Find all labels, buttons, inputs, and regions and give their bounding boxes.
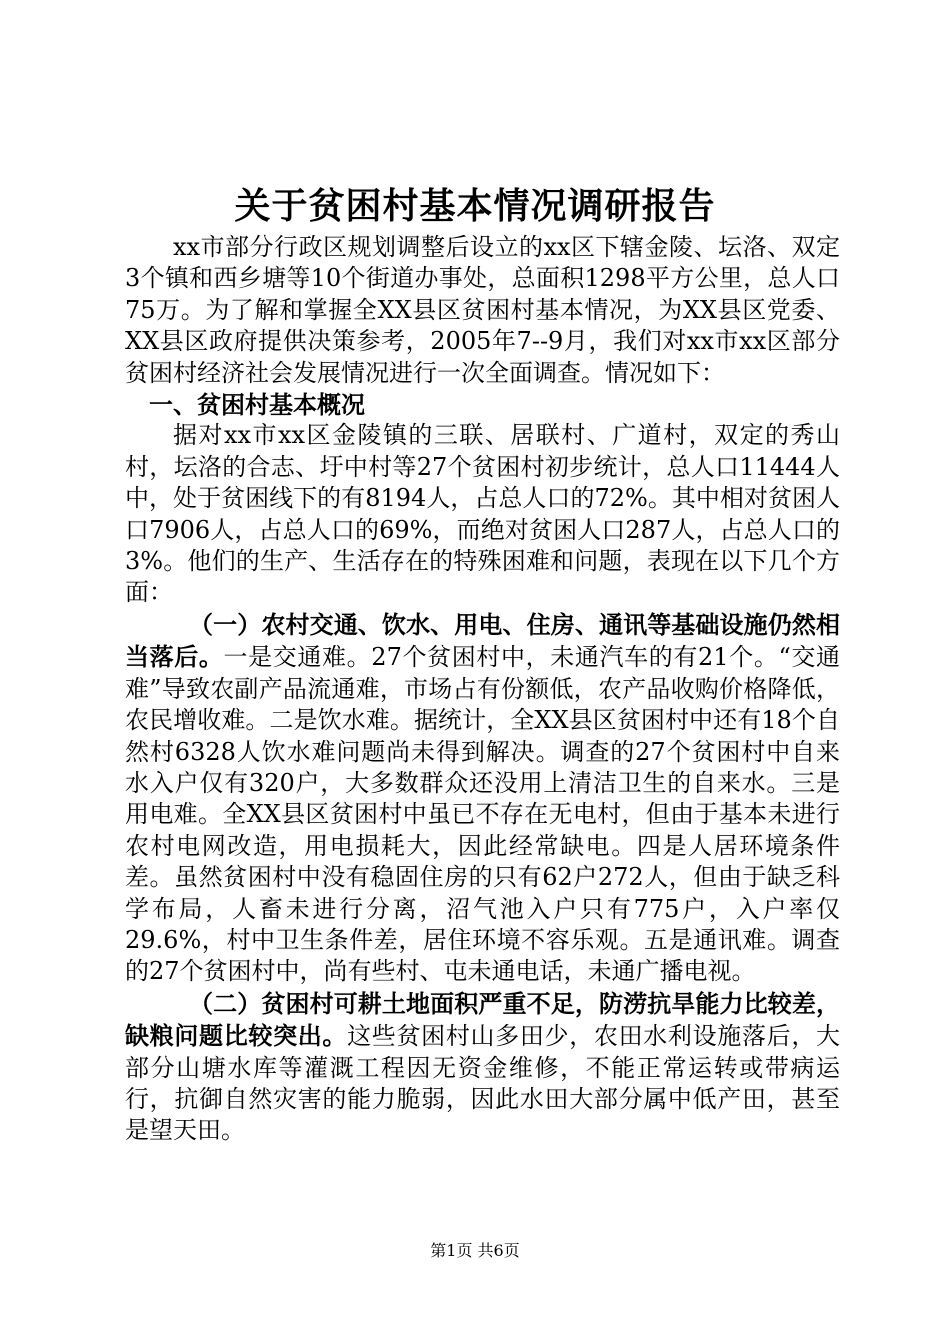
section-paragraph: 据对xx市xx区金陵镇的三联、居联村、广道村，双定的秀山村，坛洛的合志、圩中村等27个贫困村初步统计，总人口11444人中，处于贫困线下的有8194人，占总人口的72%。其中相对贫困人口7906人，占总人口的69%，而绝对贫困人口287人，占总人口的3%。他们的生产、生活存在的特殊困难和问题，表现在以下几个方面： [125,421,840,607]
page-footer: 第1页 共6页 [430,1241,520,1260]
item-2-heading: （二）贫困村可耕土地面积严重不足，防涝抗旱能力比较差，缺粮问题比较突出。 [125,988,840,1051]
document-title: 关于贫困村基本情况调研报告 [234,185,716,227]
item-1-heading: （一）农村交通、饮水、用电、住房、通讯等基础设施仍然相当落后。 [125,609,840,672]
intro-paragraph: xx市部分行政区规划调整后设立的xx区下辖金陵、坛洛、双定3个镇和西乡塘等10个街道办事处，总面积1298平方公里，总人口75万。为了解和掌握全XX县区贫困村基本情况，为XX县区党委、XX县区政府提供决策参考，2005年7--9月，我们对xx市xx区部分贫困村经济社会发展情况进行一次全面调查。情况如下： [125,233,840,387]
item-1-paragraph [125,609,840,988]
document-body [125,232,840,1147]
item-1-text: 一是交通难。27个贫困村中，未通汽车的有21个。“交通难”导致农副产品流通难，市场占有份额低，农产品收购价格降低，农民增收难。二是饮水难。据统计，全XX县区贫困村中还有18个自然村6328人饮水难问题尚未得到解决。调查的27个贫困村中自来水入户仅有320户，大多数群众还没用上清洁卫生的自来水。三是用电难。全XX县区贫困村中虽已不存在无电村，但由于基本未进行农村电网改造，用电损耗大，因此经常缺电。四是人居环境条件差。虽然贫困村中没有稳固住房的只有62户272人，但由于缺乏科学布局，人畜未进行分离，沼气池入户只有775户，入户率仅29.6%，村中卫生条件差，居住环境不容乐观。五是通讯难。调查的27个贫困村中，尚有些村、屯未通电话，未通广播电视。 [125,643,840,986]
item-2-text: 这些贫困村山多田少，农田水利设施落后，大部分山塘水库等灌溉工程因无资金维修，不能正常运转或带病运行，抗御自然灾害的能力脆弱，因此水田大部分属中低产田，甚至是望天田。 [125,1022,841,1145]
item-2-paragraph [125,988,840,1147]
section-heading: 一、贫困村基本概况 [149,390,365,420]
